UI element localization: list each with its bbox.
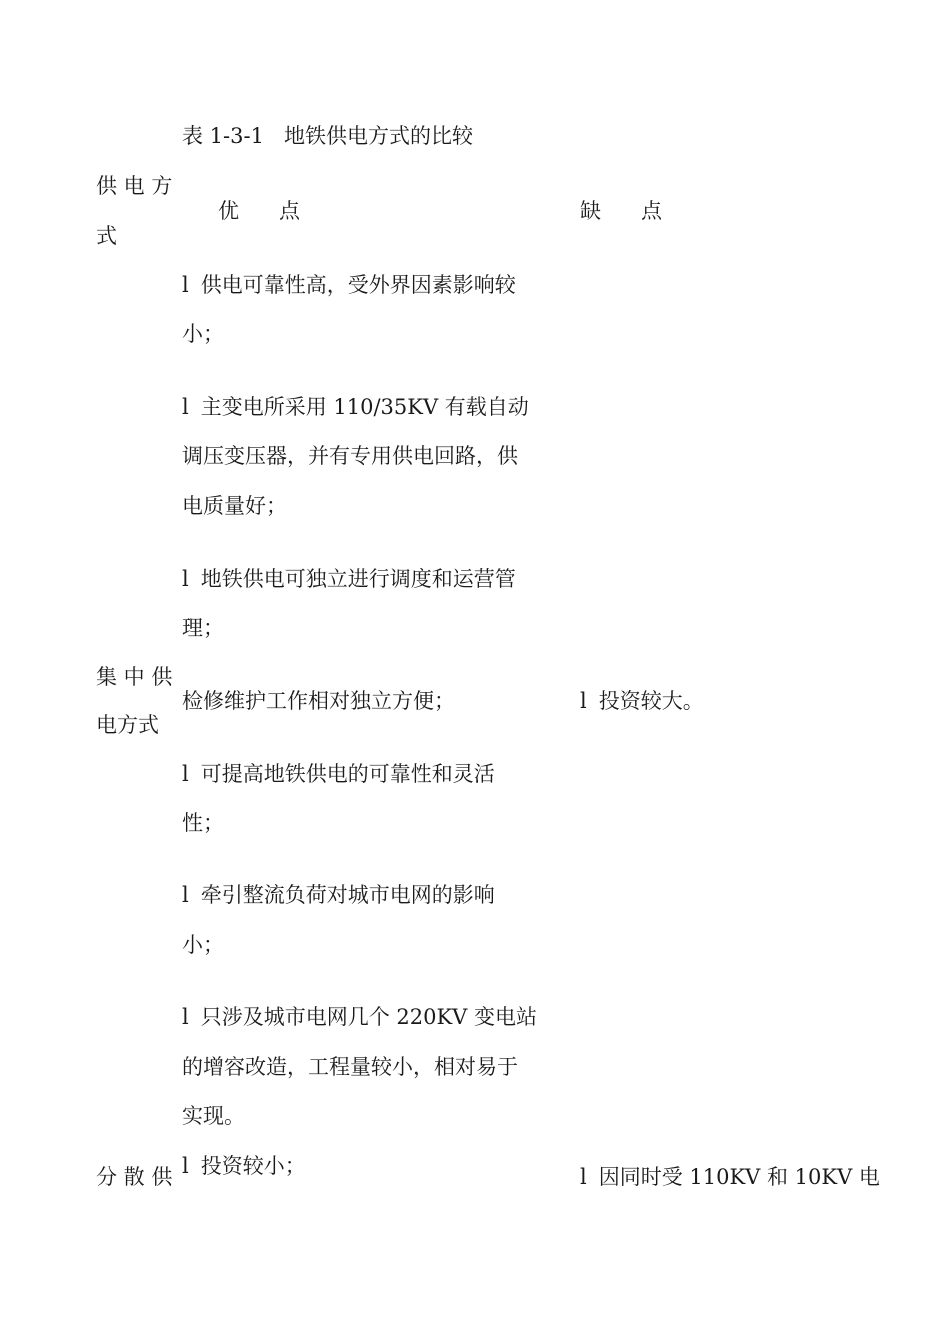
advantage-item-7-line2: 的增容改造，工程量较小，相对易于: [182, 1055, 518, 1079]
dispersed-label-line1: 分 散 供: [96, 1165, 173, 1189]
table-title: 表 1-3-1 地铁供电方式的比较: [182, 124, 473, 148]
advantage-item-2-line2: 调压变压器，并有专用供电回路，供: [182, 444, 518, 468]
advantage-item-6-line1: l 牵引整流负荷对城市电网的影响: [182, 883, 495, 907]
advantage-item-4-line1: 检修维护工作相对独立方便；: [182, 689, 455, 713]
advantage-item-2-line3: 电质量好；: [182, 494, 287, 518]
bullet-marker: l: [182, 883, 189, 907]
advantage-item-5-line1: l 可提高地铁供电的可靠性和灵活: [182, 762, 495, 786]
centralized-disadvantage: l 投资较大。: [580, 689, 704, 713]
centralized-label-line1: 集 中 供: [96, 665, 173, 689]
bullet-marker: l: [182, 395, 189, 419]
bullet-marker: l: [182, 762, 189, 786]
advantage-item-5-line2: 性；: [182, 811, 224, 835]
bullet-marker: l: [182, 567, 189, 591]
bullet-marker: l: [580, 1165, 587, 1189]
advantage-item-3-line1: l 地铁供电可独立进行调度和运营管: [182, 567, 516, 591]
bullet-marker: l: [182, 1005, 189, 1029]
advantage-item-6-line2: 小；: [182, 933, 224, 957]
bullet-marker: l: [182, 273, 189, 297]
bullet-marker: l: [182, 1154, 189, 1178]
advantage-item-1-line1: l 供电可靠性高，受外界因素影响较: [182, 273, 516, 297]
dispersed-advantage: l 投资较小；: [182, 1154, 306, 1178]
header-supply-mode-line1: 供 电 方: [96, 174, 173, 198]
header-advantages: 优 点: [218, 199, 301, 223]
header-disadvantages: 缺 点: [580, 199, 663, 223]
bullet-marker: l: [580, 689, 587, 713]
advantage-item-7-line1: l 只涉及城市电网几个 220KV 变电站: [182, 1005, 538, 1029]
advantage-item-1-line2: 小；: [182, 322, 224, 346]
advantage-item-3-line2: 理；: [182, 616, 224, 640]
advantage-item-2-line1: l 主变电所采用 110/35KV 有载自动: [182, 395, 529, 419]
centralized-label-line2: 电方式: [96, 713, 159, 737]
advantage-item-7-line3: 实现。: [182, 1104, 245, 1128]
dispersed-disadvantage: l 因同时受 110KV 和 10KV 电: [580, 1165, 880, 1189]
header-supply-mode-line2: 式: [96, 224, 117, 248]
